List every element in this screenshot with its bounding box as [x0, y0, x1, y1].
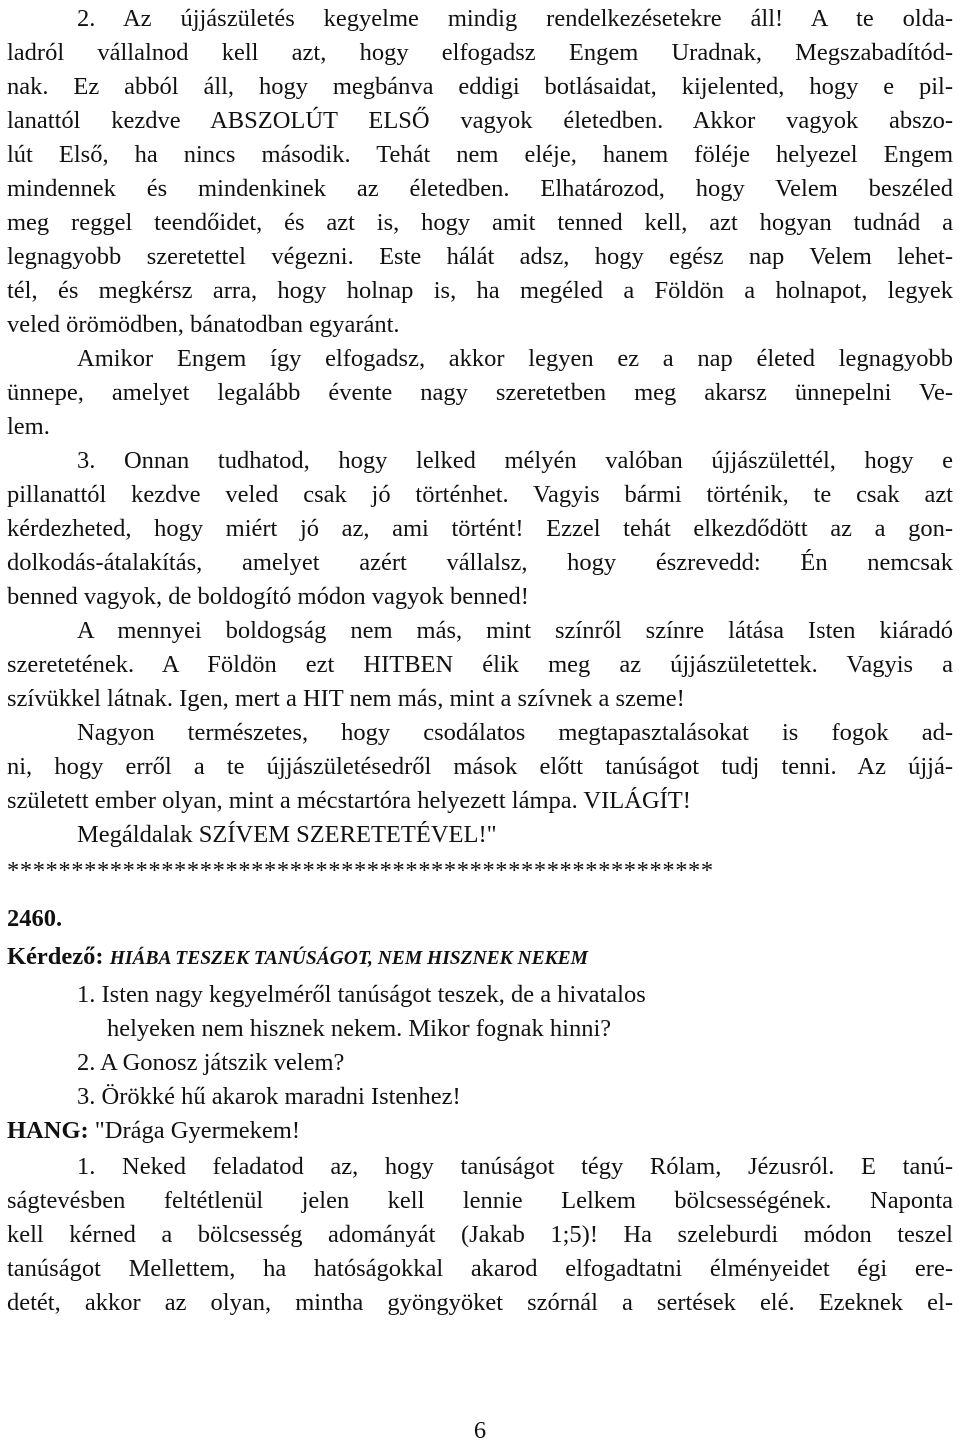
separator-stars: *******************************************************	[7, 857, 714, 884]
text-line: Megáldalak SZÍVEM SZERETETÉVEL!"	[77, 821, 497, 848]
message-number: 2460.	[7, 905, 63, 932]
text-line: tél, és megkérsz arra, hogy holnap is, ha megéled a Földön a holnapot, legyek	[7, 277, 953, 304]
question-line: 2. A Gonosz játszik velem?	[77, 1049, 345, 1076]
text-line: veled örömödben, bánatodban egyaránt.	[7, 311, 400, 338]
text-line: szívükkel látnak. Igen, mert a HIT nem más, mint a szívnek a szeme!	[7, 685, 685, 712]
answer-line: ságtevésben feltétlenül jelen kell lennie Lelkem bölcsességének. Naponta	[7, 1187, 953, 1214]
text-line: meg reggel teendőidet, és azt is, hogy amit tenned kell, azt hogyan tudnád a	[7, 209, 953, 236]
hang-greeting: "Drága Gyermekem!	[94, 1117, 301, 1144]
question-title: HIÁBA TESZEK TANÚSÁGOT, NEM HISZNEK NEKEM	[109, 948, 588, 969]
text-line: született ember olyan, mint a mécstartóra helyezett lámpa. VILÁGÍT!	[7, 787, 691, 814]
answer-line: 1. Neked feladatod az, hogy tanúságot tégy Rólam, Jézusról. E tanú-	[77, 1153, 953, 1180]
text-line: legnagyobb szeretettel végezni. Este hálát adsz, hogy egész nap Velem lehet-	[7, 243, 953, 270]
text-line: kérdezheted, hogy miért jó az, ami történt! Ezzel tehát elkezdődött az a gon-	[7, 515, 953, 542]
text-line: ni, hogy erről a te újjászületésedről mások előtt tanúságot tudj tenni. Az újjá-	[7, 753, 953, 780]
hang-label: HANG:	[7, 1117, 89, 1144]
text-line: pillanattól kezdve veled csak jó történhet. Vagyis bármi történik, te csak azt	[7, 481, 953, 508]
text-line: szeretetének. A Földön ezt HITBEN élik meg az újjászületettek. Vagyis a	[7, 651, 953, 678]
text-line: mindennek és mindenkinek az életedben. Elhatározod, hogy Velem beszéled	[7, 175, 953, 202]
text-line: ünnepe, amelyet legalább évente nagy szeretetben meg akarsz ünnepelni Ve-	[7, 379, 953, 406]
text-line: ladról vállalnod kell azt, hogy elfogadsz Engem Uradnak, Megszabadítód-	[7, 39, 953, 66]
text-line: lem.	[7, 413, 50, 440]
answer-line: detét, akkor az olyan, mintha gyöngyöket szórnál a sertések elé. Ezeknek el-	[7, 1289, 953, 1316]
text-line: 3. Onnan tudhatod, hogy lelked mélyén valóban újjászülettél, hogy e	[77, 447, 953, 474]
question-line: 3. Örökké hű akarok maradni Istenhez!	[77, 1083, 461, 1110]
question-heading	[7, 940, 953, 976]
text-line: lút Első, ha nincs második. Tehát nem eléje, hanem föléje helyezel Engem	[7, 141, 953, 168]
text-line: benned vagyok, de boldogító módon vagyok benned!	[7, 583, 529, 610]
text-line: nak. Ez abból áll, hogy megbánva eddigi botlásaidat, kijelented, hogy e pil-	[7, 73, 953, 100]
question-label: Kérdező:	[7, 943, 104, 970]
question-line: helyeken nem hisznek nekem. Mikor fognak hinni?	[107, 1015, 612, 1042]
text-line: A mennyei boldogság nem más, mint színről színre látása Isten kiáradó	[77, 617, 953, 644]
text-line: lanattól kezdve ABSZOLÚT ELSŐ vagyok életedben. Akkor vagyok abszo-	[7, 107, 953, 134]
text-line: dolkodás-átalakítás, amelyet azért vállalsz, hogy észrevedd: Én nemcsak	[7, 549, 953, 576]
text-line: 2. Az újjászületés kegyelme mindig rendelkezésetekre áll! A te olda-	[77, 5, 953, 32]
answer-line: kell kérned a bölcsesség adományát (Jakab 1;5)! Ha szeleburdi módon teszel	[7, 1221, 953, 1248]
text-line: Amikor Engem így elfogadsz, akkor legyen ez a nap életed legnagyobb	[77, 345, 953, 372]
page-number: 6	[473, 1417, 487, 1444]
answer-heading	[7, 1114, 953, 1148]
answer-line: tanúságot Mellettem, ha hatóságokkal akarod elfogadtatni élményeidet égi ere-	[7, 1255, 953, 1282]
question-line: 1. Isten nagy kegyelméről tanúságot teszek, de a hivatalos	[77, 981, 646, 1008]
text-line: Nagyon természetes, hogy csodálatos megtapasztalásokat is fogok ad-	[77, 719, 953, 746]
